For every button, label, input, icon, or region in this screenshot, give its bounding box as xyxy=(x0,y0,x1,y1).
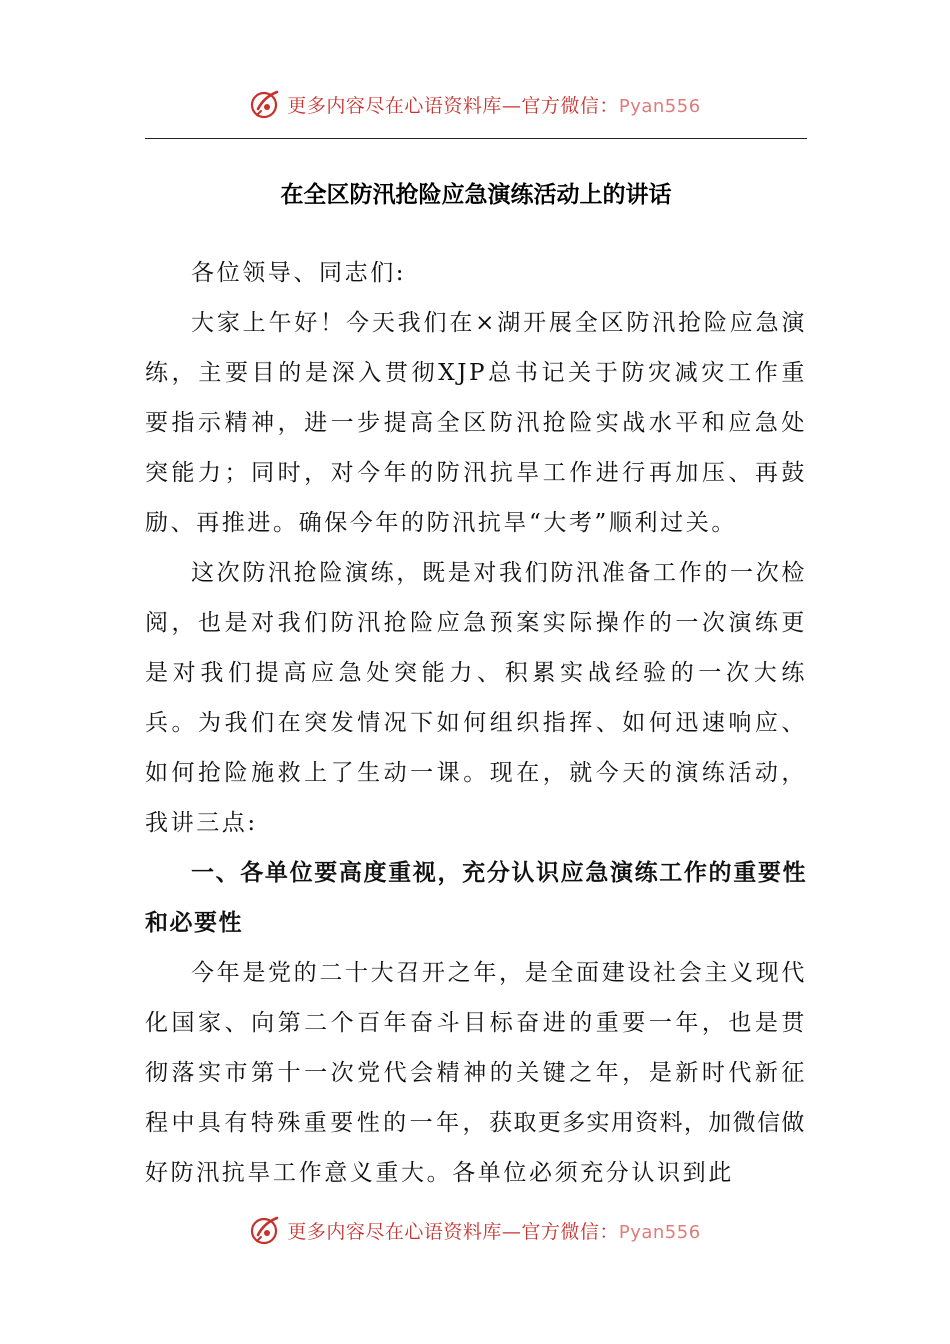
watermark-banner-top xyxy=(0,84,950,124)
watermark-text: 更多内容尽在心语资料库—官方微信：Pyan556 xyxy=(287,94,701,117)
section-1-heading: 一、各单位要高度重视，充分认识应急演练工作的重要性和必要性 xyxy=(145,860,807,936)
pen-circle-logo-icon xyxy=(249,1213,283,1247)
watermark-banner-bottom xyxy=(0,1210,950,1250)
paragraph-3 xyxy=(145,948,807,1198)
paragraph-2: 这次防汛抢险演练，既是对我们防汛准备工作的一次检阅，也是对我们防汛抢险应急预案实际操作的一次演练更是对我们提高应急处突能力、积累实战经验的一次大练兵。为我们在突发情况下如何组织指挥、如何迅速响应、如何抢险施救上了生动一课。现在，就今天的演练活动，我讲三点: xyxy=(145,560,807,836)
paragraph-3-start: 今年是党的二十大召开之年，是全面建设社会主义现代化国家、向第二个百年奋斗目标奋进的重要一年，也是贯彻落实市第十一次党代会精神的关键之年，是新时代新征程中具有特殊重要性的一年， xyxy=(145,960,807,1136)
document-body xyxy=(145,248,807,1198)
watermark-text: 更多内容尽在心语资料库—官方微信：Pyan556 xyxy=(287,1220,701,1243)
inline-promo-text: 获取更多实用资料，加微信 xyxy=(489,1110,782,1136)
wechat-id: Pyan556 xyxy=(618,95,701,117)
document-title: 在全区防汛抢险应急演练活动上的讲话 xyxy=(280,182,672,208)
paragraph-3-end: 做好防汛抗旱工作意义重大。各单位必须充分认识到此 xyxy=(145,1110,807,1186)
paragraph-1: 大家上午好！今天我们在×湖开展全区防汛抢险应急演练，主要目的是深入贯彻XJP总书记关于防灾减灾工作重要指示精神，进一步提高全区防汛抢险实战水平和应急处突能力；同时，对今年的防汛抗旱工作进行再加压、再鼓励、再推进。确保今年的防汛抗旱“大考”顺利过关。 xyxy=(145,310,807,536)
wechat-id: Pyan556 xyxy=(618,1221,701,1243)
pen-circle-logo-icon xyxy=(249,87,283,121)
header-rule xyxy=(145,138,807,139)
salutation: 各位领导、同志们: xyxy=(191,260,407,286)
